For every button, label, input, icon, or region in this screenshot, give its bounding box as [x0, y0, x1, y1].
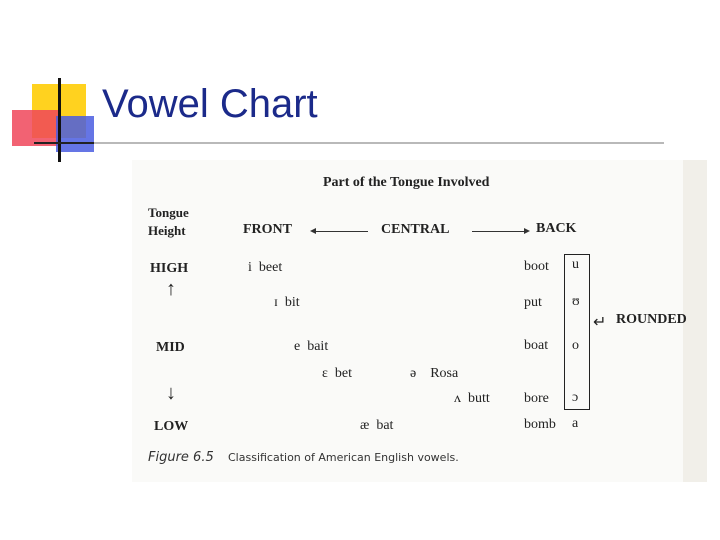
rounded-bracket [564, 254, 590, 410]
back-symbol: ɔ [572, 390, 579, 405]
title-underline [34, 142, 664, 144]
up-arrow-icon: ↑ [166, 278, 176, 300]
return-arrow-icon: ↵ [593, 314, 607, 331]
front-label: FRONT [243, 222, 292, 237]
arrow-to-back [472, 231, 524, 232]
down-arrow-icon: ↓ [166, 382, 176, 404]
caption-label: Figure 6.5 [148, 450, 214, 465]
vowel-item: ɪ bit [274, 295, 300, 310]
arrow-to-front [316, 231, 368, 232]
low-label: LOW [154, 419, 189, 434]
decor-blue-square [56, 116, 94, 152]
vowel-item: æ bat [360, 418, 394, 433]
back-symbol: ʊ [572, 294, 580, 309]
vowel-item: ʌ butt [454, 391, 490, 406]
back-word: put [524, 295, 542, 310]
central-label: CENTRAL [381, 222, 450, 237]
back-label: BACK [536, 221, 577, 236]
caption-text: Classification of American English vowels. [228, 451, 459, 464]
back-word: boot [524, 259, 549, 274]
tongue-height-label: Tongue Height [148, 205, 189, 238]
back-word: bore [524, 391, 549, 406]
back-symbol: u [572, 257, 579, 272]
high-label: HIGH [150, 261, 189, 276]
vowel-item: i beet [248, 260, 283, 275]
figure-heading: Part of the Tongue Involved [323, 175, 490, 190]
vowel-item: ə Rosa [410, 366, 459, 381]
back-symbol: o [572, 338, 579, 353]
slide-title: Vowel Chart [102, 82, 318, 126]
vowel-figure [132, 160, 707, 482]
vowel-item: ɛ bet [322, 366, 352, 381]
vowel-item: e bait [294, 339, 329, 354]
back-word: boat [524, 338, 549, 353]
decor-red-square [12, 110, 60, 146]
title-underline-accent [34, 142, 94, 144]
mid-label: MID [156, 340, 185, 355]
decor-vertical-line [58, 78, 61, 162]
back-symbol: a [572, 416, 579, 431]
rounded-label: ROUNDED [616, 312, 687, 327]
back-word: bomb [524, 417, 556, 432]
